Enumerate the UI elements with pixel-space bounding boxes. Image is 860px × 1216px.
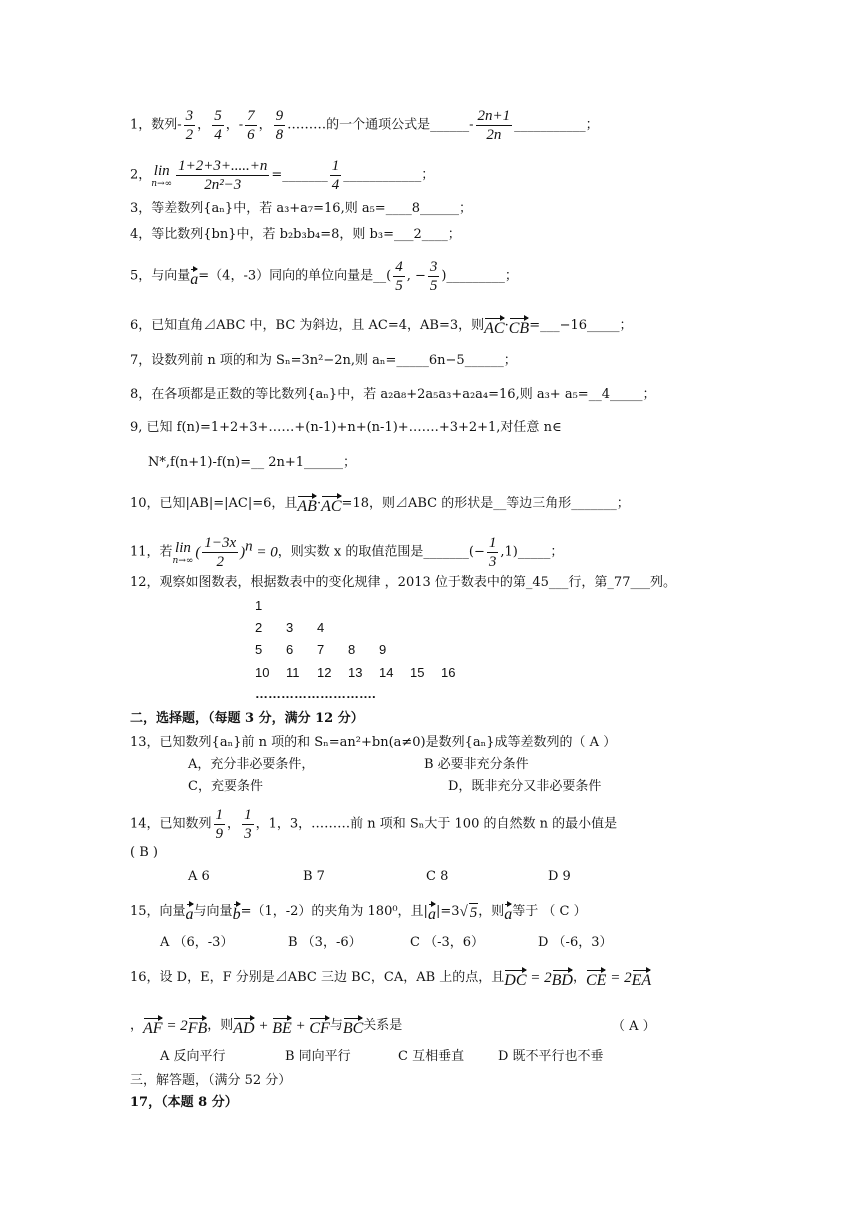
question-9-line-2: N*,f(n+1)-f(n)=__ 2n+1______； (148, 455, 357, 470)
question-2: 2， lin n→∞ $\frac{1+2+3+.....+n}{\text{2n²−3}}$ =_______ $\frac{1}{4}$ ____________； (130, 158, 435, 193)
q16-answer: （ A ） (612, 1019, 656, 1034)
q16-option-b: B 同向平行 (285, 1049, 351, 1064)
question-1: 1，数列- $\frac{3}{2}$ ， $\frac{5}{4}$ ，- $\frac{7}{6}$ ， $\frac{9}{8}$ ………的一个通项公式是______- $\frac{2n+1}{2n}$ ___________； (130, 108, 599, 143)
q13-option-c: C，充要条件 (188, 779, 263, 794)
question-16-line-1: 16，设 D，E，F 分别是⊿ABC 三边 BC，CA，AB 上的点，且DC = 2BD，CE = 2EA (130, 966, 651, 990)
question-6: 6，已知直角⊿ABC 中，BC 为斜边，且 AC=4，AB=3，则AC·CB=___−16_____； (130, 314, 633, 338)
q14-option-a: A 6 (188, 869, 210, 884)
question-5: 5，与向量a=（4，-3）同向的单位向量是__( $\frac{4}{5}$ , − $\frac{3}{5}$ )_________； (130, 259, 518, 294)
question-8: 8，在各项都是正数的等比数列{aₙ}中，若 a₂a₈+2a₅a₃+a₂a₄=16,则 a₃+ a₅=__4_____； (130, 387, 656, 402)
question-15: 15，向量a与向量b=（1，-2）的夹角为 180⁰，且|a|=3√ 5，则a等于 （ C ） (130, 900, 587, 924)
limit-operator: lin n→∞ (151, 162, 173, 189)
table-dots: ………………………. (255, 686, 376, 701)
question-3: 3，等差数列{aₙ}中，若 a₃+a₇=16,则 a₅=____8______； (130, 201, 472, 216)
question-10: 10，已知|AB|=|AC|=6，且AB·AC=18，则⊿ABC 的形状是__等边三角形_______； (130, 492, 630, 516)
question-16-line-2: ，AF = 2FB，则AD + BE + CF与BC关系是 (130, 1014, 402, 1038)
question-14: 14，已知数列 $\frac{1}{9}$ ， $\frac{1}{3}$ ，1，3，………前 n 项和 Sₙ大于 100 的自然数 n 的最小值是 (130, 807, 618, 842)
section-2-heading: 二，选择题，（每题 3 分，满分 12 分） (130, 711, 364, 726)
question-4: 4，等比数列{bn}中，若 b₂b₃b₄=8，则 b₃=___2____； (130, 227, 461, 242)
q14-option-d: D 9 (548, 869, 571, 884)
q15-option-d: D （-6，3） (538, 935, 613, 950)
q16-option-a: A 反向平行 (160, 1049, 226, 1064)
table-row: 1 (255, 598, 263, 613)
q16-option-d: D 既不平行也不垂 (498, 1049, 604, 1064)
q14-answer: ( B ) (130, 845, 158, 860)
question-7: 7，设数列前 n 项的和为 Sₙ=3n²−2n,则 aₙ=_____6n−5______； (130, 353, 517, 368)
answer-fraction: $\frac{2n+1}{2n}$ (477, 108, 511, 143)
q15-option-a: A （6，-3） (160, 935, 234, 950)
section-3-heading: 三，解答题，（满分 52 分） (130, 1073, 292, 1088)
q13-option-d: D，既非充分又非必要条件 (448, 779, 602, 794)
q15-option-c: C （-3，6） (410, 935, 485, 950)
q15-option-b: B （3，-6） (288, 935, 362, 950)
q14-option-c: C 8 (426, 869, 449, 884)
q13-option-a: A，充分非必要条件， (188, 757, 315, 772)
q14-option-b: B 7 (303, 869, 325, 884)
table-row: 2 3 4 (255, 620, 325, 635)
question-17: 17，（本题 8 分） (130, 1095, 238, 1110)
question-13: 13，已知数列{aₙ}前 n 项的和 Sₙ=an²+bn(a≠0)是数列{aₙ}成等差数列的（ A ） (130, 735, 617, 750)
table-row: 5 6 7 8 9 (255, 642, 387, 657)
q16-option-c: C 互相垂直 (398, 1049, 465, 1064)
table-row: 10 11 12 13 14 15 16 (255, 665, 456, 680)
question-12: 12，观察如图数表，根据数表中的变化规律 ，2013 位于数表中的第_45___行，第_77___列。 (130, 575, 676, 590)
question-9-line-1: 9, 已知 f(n)=1+2+3+……+(n-1)+n+(n-1)+…….+3+2+1,对任意 n∈ (130, 420, 562, 435)
q13-option-b: B 必要非充分条件 (424, 757, 529, 772)
question-11: 11，若 lin n→∞ ( $\frac{1-3x}{2}$ )$^n$ = 0，则实数 x 的取值范围是_______(− $\frac{1}{3}$ ,1)_____； (130, 535, 564, 570)
